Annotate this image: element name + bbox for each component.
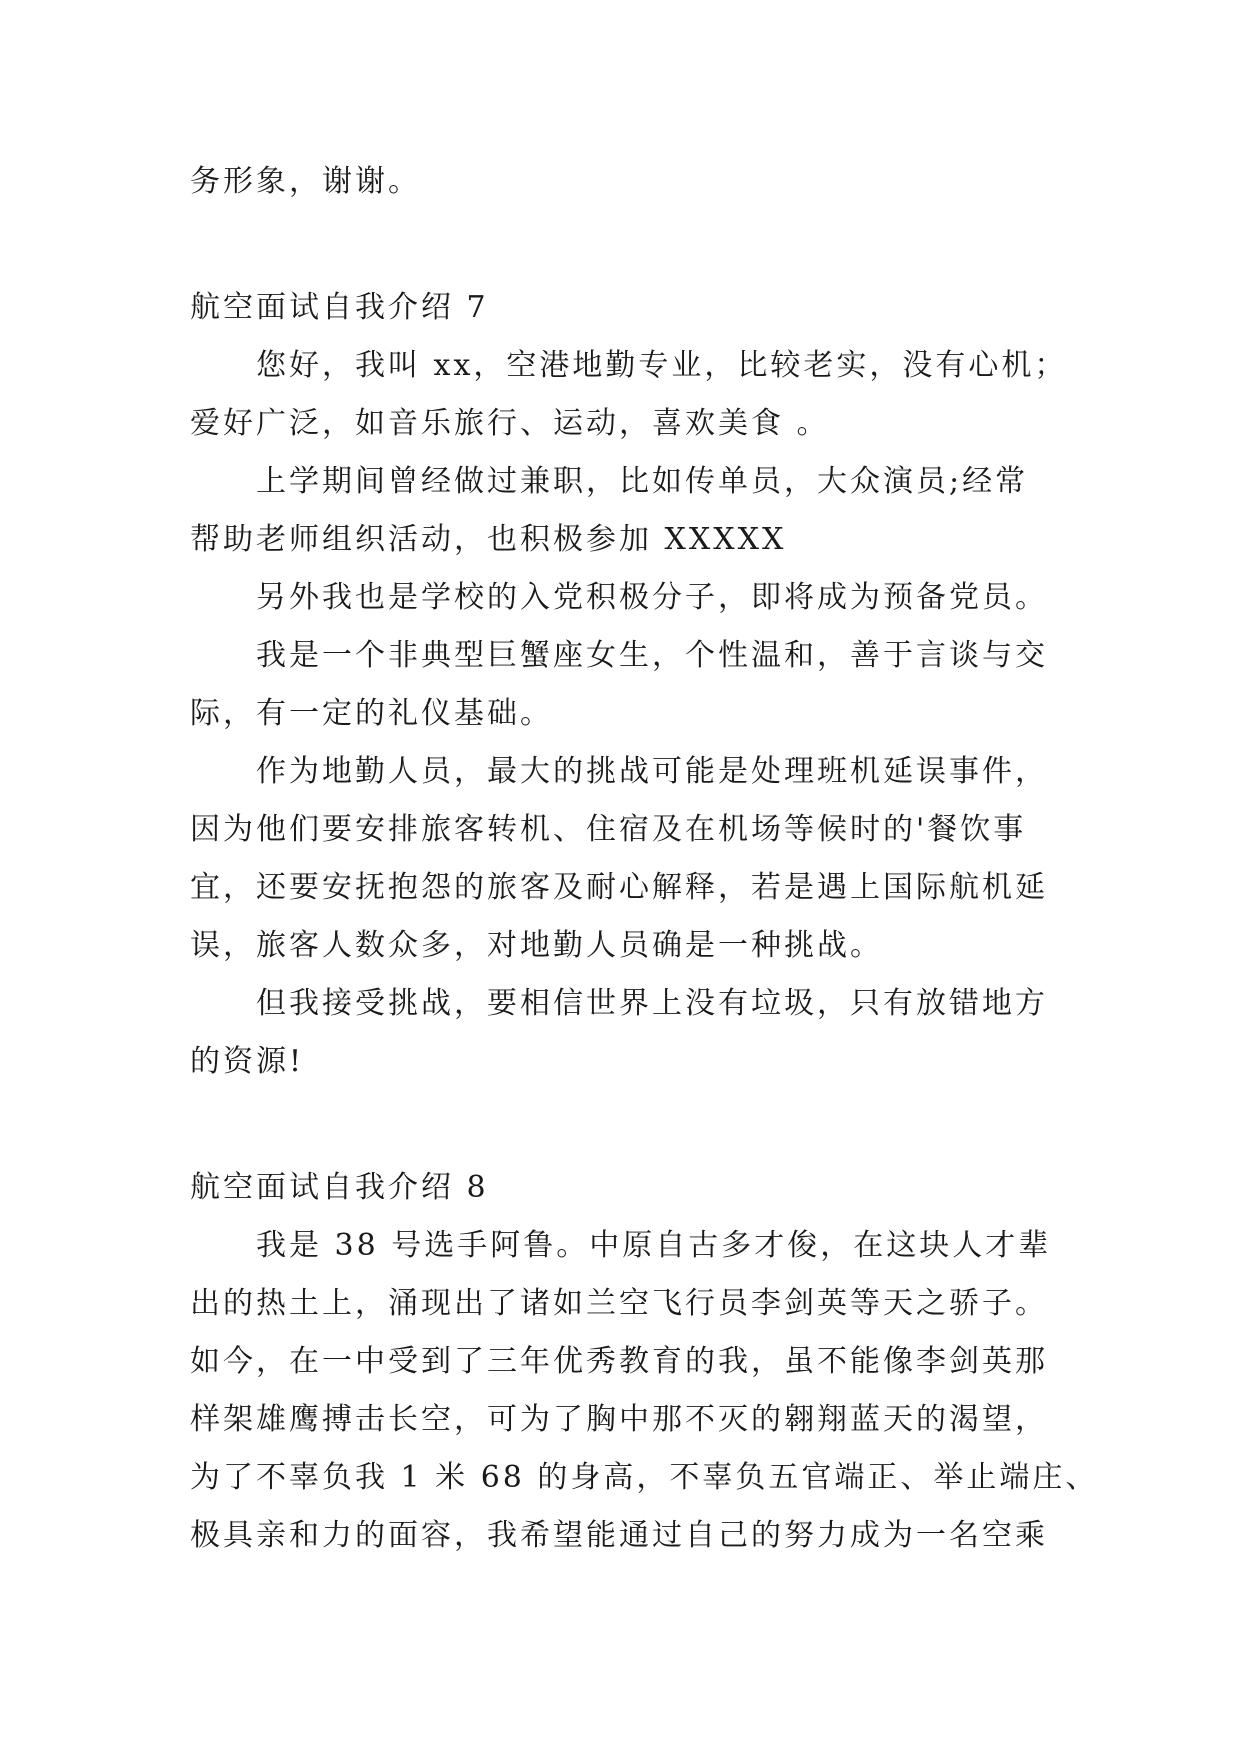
section-heading: 航空面试自我介绍 8 xyxy=(190,1170,489,1205)
section-heading: 航空面试自我介绍 7 xyxy=(190,290,489,325)
text-line: 但我接受挑战，要相信世界上没有垃圾，只有放错地方 xyxy=(256,986,1048,1021)
text-line: 我是 38 号选手阿鲁。中原自古多才俊，在这块人才辈 xyxy=(256,1228,1052,1263)
text-line: 作为地勤人员，最大的挑战可能是处理班机延误事件， xyxy=(256,754,1048,789)
text-line: 出的热土上，涌现出了诸如兰空飞行员李剑英等天之骄子。 xyxy=(190,1286,1048,1321)
text-line: 我是一个非典型巨蟹座女生，个性温和，善于言谈与交 xyxy=(256,638,1048,673)
text-line: 上学期间曾经做过兼职，比如传单员，大众演员;经常 xyxy=(256,464,1029,499)
text-line: 为了不辜负我 1 米 68 的身高，不辜负五官端正、举止端庄、 xyxy=(190,1460,1099,1495)
text-line: 际，有一定的礼仪基础。 xyxy=(190,696,553,731)
text-line: 您好，我叫 xx，空港地勤专业，比较老实，没有心机； xyxy=(256,348,1068,383)
text-line: 误，旅客人数众多，对地勤人员确是一种挑战。 xyxy=(190,928,883,963)
text-line: 另外我也是学校的入党积极分子，即将成为预备党员。 xyxy=(256,580,1048,615)
text-line: 宜，还要安抚抱怨的旅客及耐心解释，若是遇上国际航机延 xyxy=(190,870,1048,905)
text-line: 如今，在一中受到了三年优秀教育的我，虽不能像李剑英那 xyxy=(190,1344,1048,1379)
text-line: 极具亲和力的面容，我希望能通过自己的努力成为一名空乘 xyxy=(190,1518,1048,1553)
text-line: 帮助老师组织活动，也积极参加 XXXXX xyxy=(190,522,787,557)
text-line: 因为他们要安排旅客转机、住宿及在机场等候时的'餐饮事 xyxy=(190,812,1027,847)
text-line: 样架雄鹰搏击长空，可为了胸中那不灭的翱翔蓝天的渴望， xyxy=(190,1402,1048,1437)
text-line: 务形象，谢谢。 xyxy=(190,164,421,199)
text-line: 的资源! xyxy=(190,1044,305,1079)
text-line: 爱好广泛，如音乐旅行、运动，喜欢美食 。 xyxy=(190,406,830,441)
